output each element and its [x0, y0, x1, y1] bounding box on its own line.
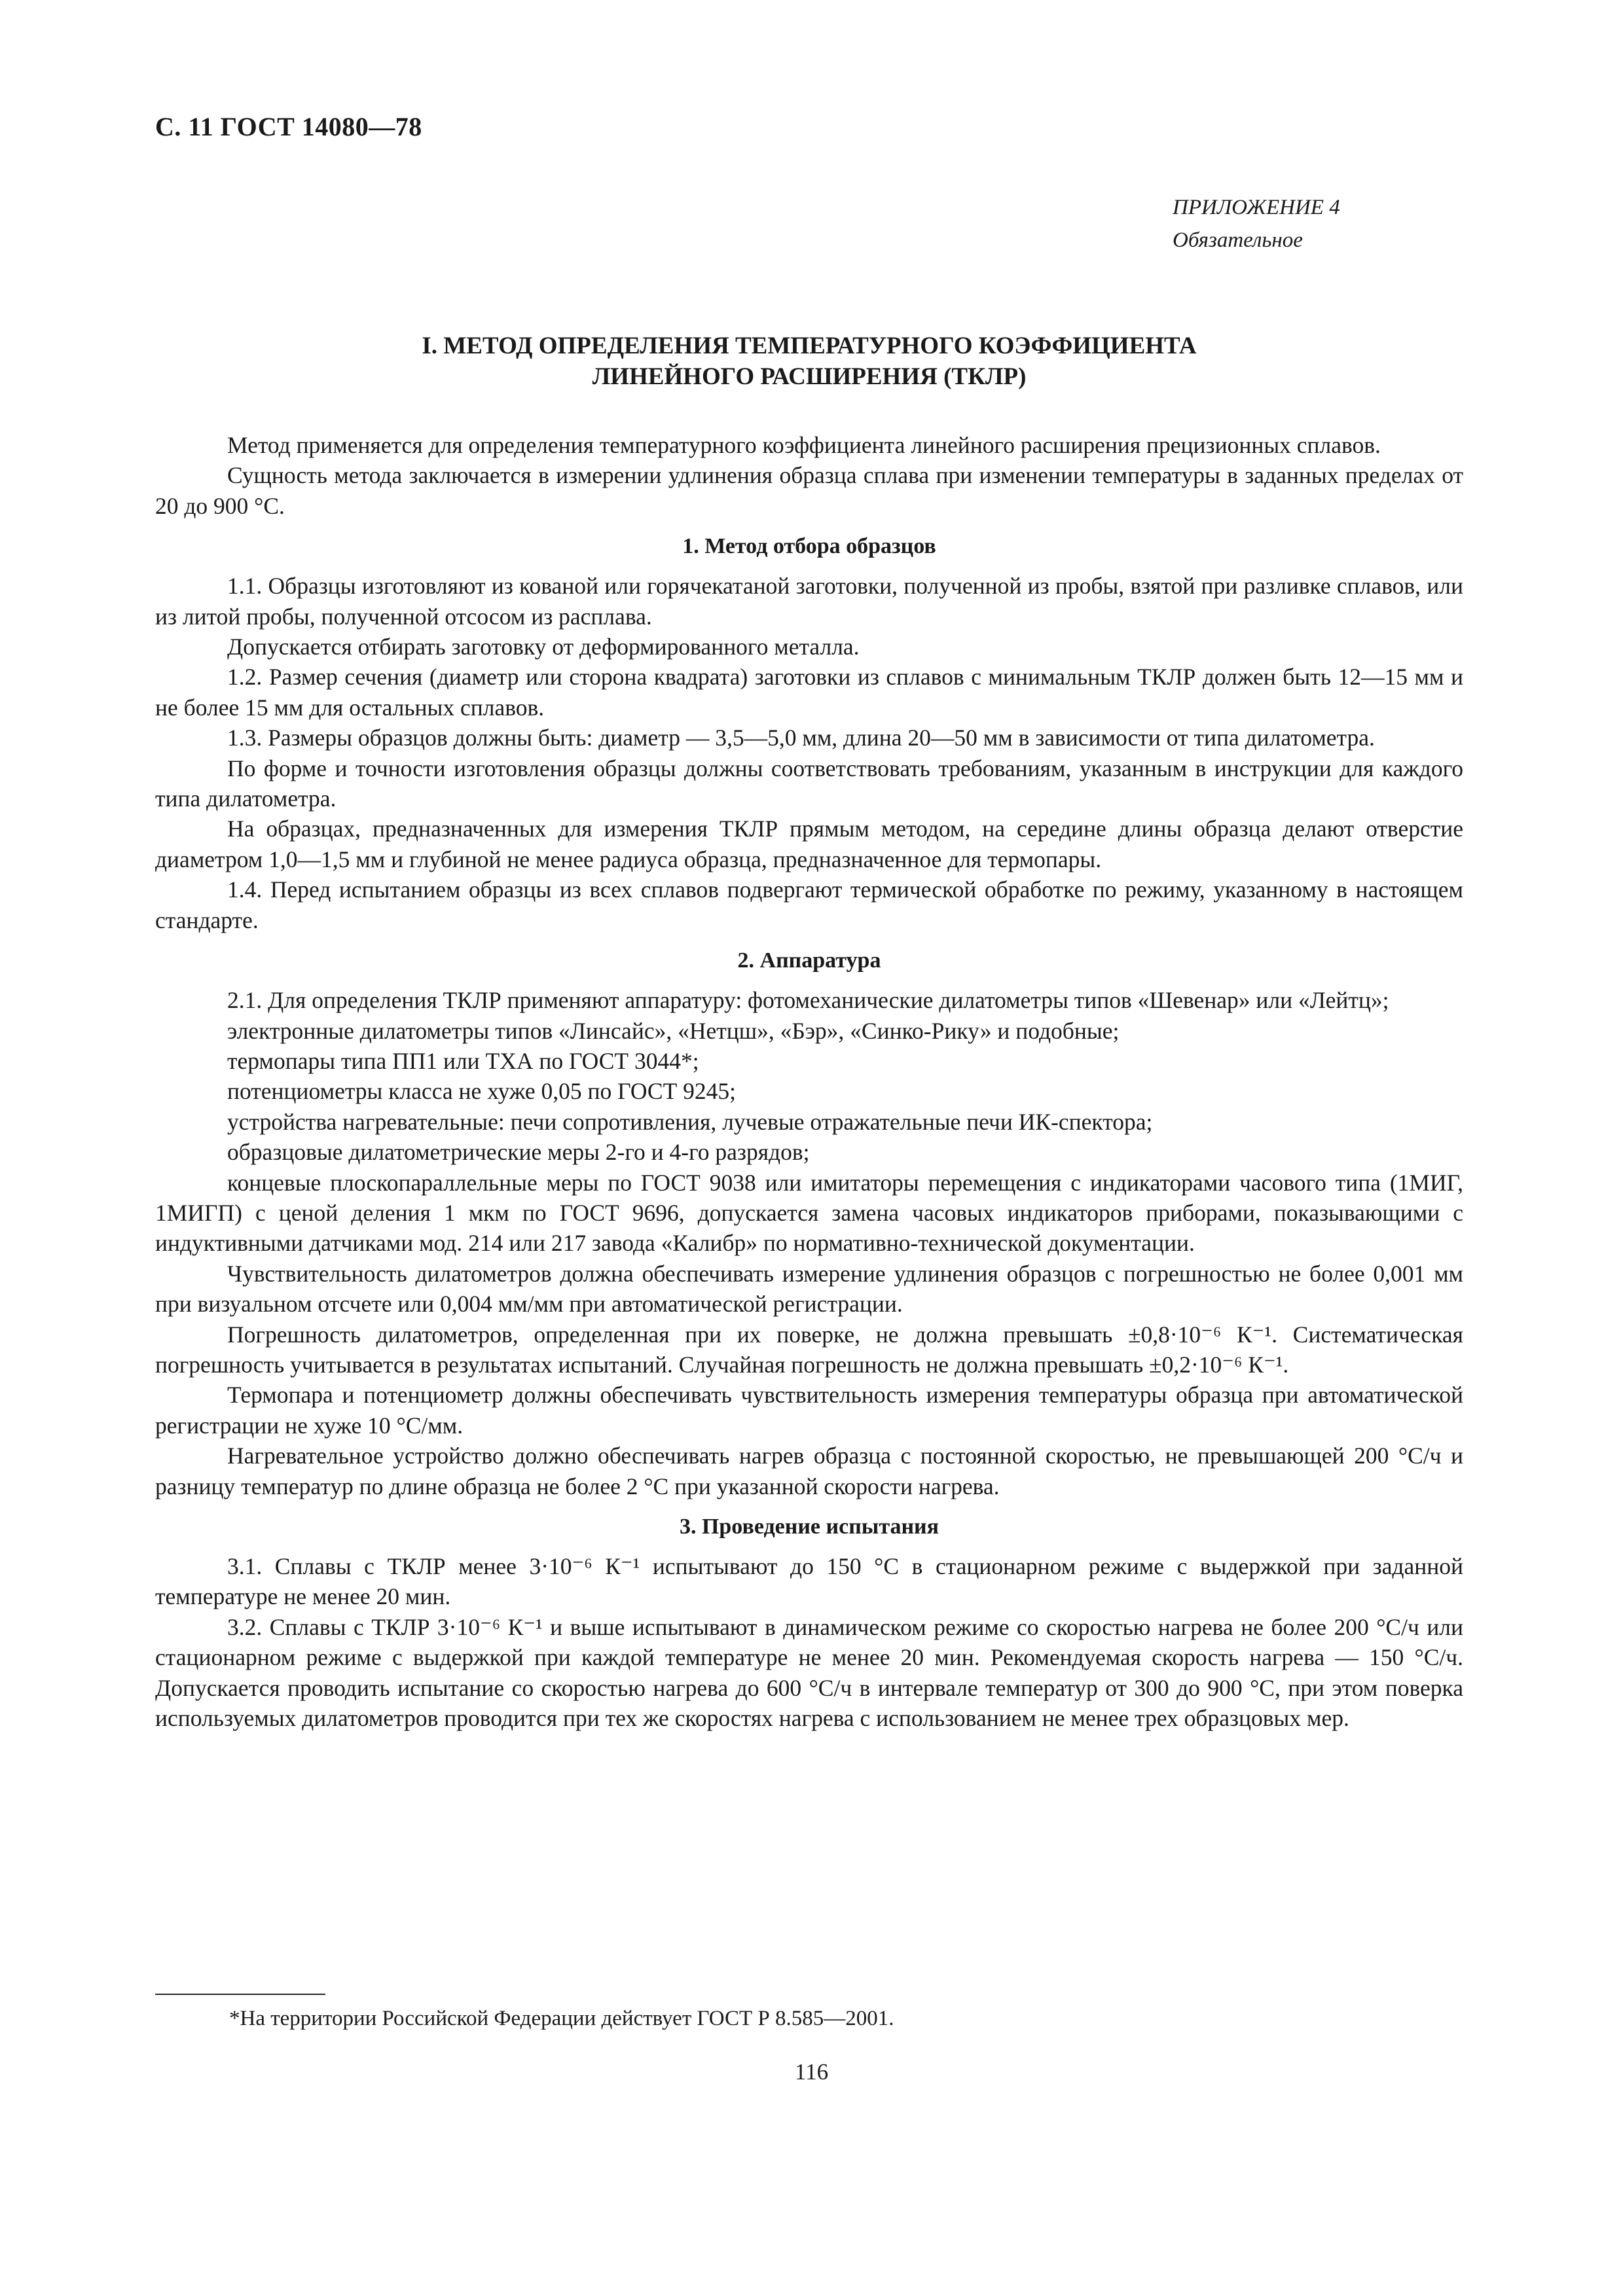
paragraph: концевые плоскопараллельные меры по ГОСТ 9038 или имитаторы перемещения с индикаторами часового типа (1МИГ, 1МИГП) с ценой деления 1 мкм по ГОСТ 9696, допускается замена часовых индикаторов приборами, показывающими с индуктивными датчиками мод. 214 или 217 завода «Калибр» по нормативно-технической документации. [155, 1169, 1463, 1257]
appendix-status: Обязательное [1173, 228, 1303, 252]
paragraph: По форме и точности изготовления образцы должны соответствовать требованиям, указанным в инструкции для каждого типа дилатометра. [155, 755, 1463, 812]
paragraph: 3.1. Сплавы с ТКЛР менее 3·10⁻⁶ К⁻¹ испытывают до 150 °С в стационарном режиме с выдержкой при заданной температуре не менее 20 мин. [155, 1553, 1463, 1610]
paragraph: 1.3. Размеры образцов должны быть: диаметр — 3,5—5,0 мм, длина 20—50 мм в зависимости от типа дилатометра. [227, 725, 1375, 751]
footnote-divider [155, 1994, 325, 1995]
appendix-label [1173, 191, 1448, 257]
paragraph: Допускается отбирать заготовку от деформированного металла. [227, 634, 860, 660]
paragraph: Погрешность дилатометров, определенная при их поверке, не должна превышать ±0,8·10⁻⁶ К⁻¹. Систематическая погрешность учитывается в результатах испытаний. Случайная погрешность не должна превышать ±0,2·10⁻⁶ К⁻¹. [155, 1321, 1463, 1378]
paragraph: 1.1. Образцы изготовляют из кованой или горячекатаной заготовки, полученной из пробы, взятой при разливке сплавов, или из литой пробы, полученной отсосом из расплава. [155, 573, 1463, 630]
page-number: 116 [794, 2059, 829, 2085]
appendix-number: ПРИЛОЖЕНИЕ 4 [1173, 196, 1340, 219]
section-heading-testing: 3. Проведение испытания [679, 1515, 939, 1539]
intro-paragraph: Сущность метода заключается в измерении удлинения образца сплава при изменении температуры в заданных пределах от 20 до 900 °С. [155, 462, 1463, 519]
paragraph: 1.2. Размер сечения (диаметр или сторона квадрата) заготовки из сплавов с минимальным ТКЛР должен быть 12—15 мм и не более 15 мм для остальных сплавов. [155, 664, 1463, 721]
paragraph: Чувствительность дилатометров должна обеспечивать измерение удлинения образцов с погрешностью не более 0,001 мм при визуальном отсчете или 0,004 мм/мм при автоматической регистрации. [155, 1260, 1463, 1318]
paragraph: Термопара и потенциометр должны обеспечивать чувствительность измерения температуры образца при автоматической регистрации не хуже 10 °С/мм. [155, 1382, 1463, 1439]
section-heading-apparatus: 2. Аппаратура [737, 948, 881, 973]
paragraph: электронные дилатометры типов «Линсайс», «Нетцш», «Бэр», «Синко-Рику» и подобные; [227, 1017, 1120, 1044]
paragraph: 3.2. Сплавы с ТКЛР 3·10⁻⁶ К⁻¹ и выше испытывают в динамическом режиме со скоростью нагрева не более 200 °С/ч или стационарном режиме с выдержкой при каждой температуре не менее 20 мин. Рекомендуемая скорость нагрева — 150 °С/ч. Допускается проводить испытание со скоростью нагрева до 600 °С/ч в интервале температур от 300 до 900 °С, при этом поверка используемых дилатометров проводится при тех же скоростях нагрева с использованием не менее трех образцовых мер. [155, 1613, 1463, 1732]
title-line-2: ЛИНЕЙНОГО РАСШИРЕНИЯ (ТКЛР) [592, 363, 1027, 390]
paragraph: Нагревательное устройство должно обеспечивать нагрев образца с постоянной скоростью, не превышающей 200 °С/ч и разницу температур по длине образца не более 2 °С при указанной скорости нагрева. [155, 1443, 1463, 1499]
document-title [155, 331, 1463, 392]
paragraph: 1.4. Перед испытанием образцы из всех сплавов подвергают термической обработке по режиму, указанному в настоящем стандарте. [155, 876, 1463, 933]
footnote: *На территории Российской Федерации действует ГОСТ Р 8.585—2001. [229, 2007, 894, 2030]
paragraph: На образцах, предназначенных для измерения ТКЛР прямым методом, на середине длины образца делают отверстие диаметром 1,0—1,5 мм и глубиной не менее радиуса образца, предназначенное для термопары. [155, 816, 1463, 872]
paragraph: образцовые дилатометрические меры 2-го и 4-го разрядов; [227, 1139, 810, 1166]
document-body [155, 430, 1463, 1733]
page-header: С. 11 ГОСТ 14080—78 [155, 112, 422, 141]
title-line-1: I. МЕТОД ОПРЕДЕЛЕНИЯ ТЕМПЕРАТУРНОГО КОЭФФИЦИЕНТА [422, 332, 1197, 359]
intro-paragraph: Метод применяется для определения температурного коэффициента линейного расширения прецизионных сплавов. [227, 432, 1381, 458]
paragraph: устройства нагревательные: печи сопротивления, лучевые отражательные печи ИК-спектора; [227, 1108, 1153, 1135]
section-heading-sampling: 1. Метод отбора образцов [682, 534, 936, 559]
paragraph: термопары типа ПП1 или ТХА по ГОСТ 3044*; [227, 1047, 699, 1074]
paragraph: потенциометры класса не хуже 0,05 по ГОСТ 9245; [227, 1078, 736, 1105]
paragraph: 2.1. Для определения ТКЛР применяют аппаратуру: фотомеханические дилатометры типов «Шевенар» или «Лейтц»; [227, 987, 1389, 1014]
